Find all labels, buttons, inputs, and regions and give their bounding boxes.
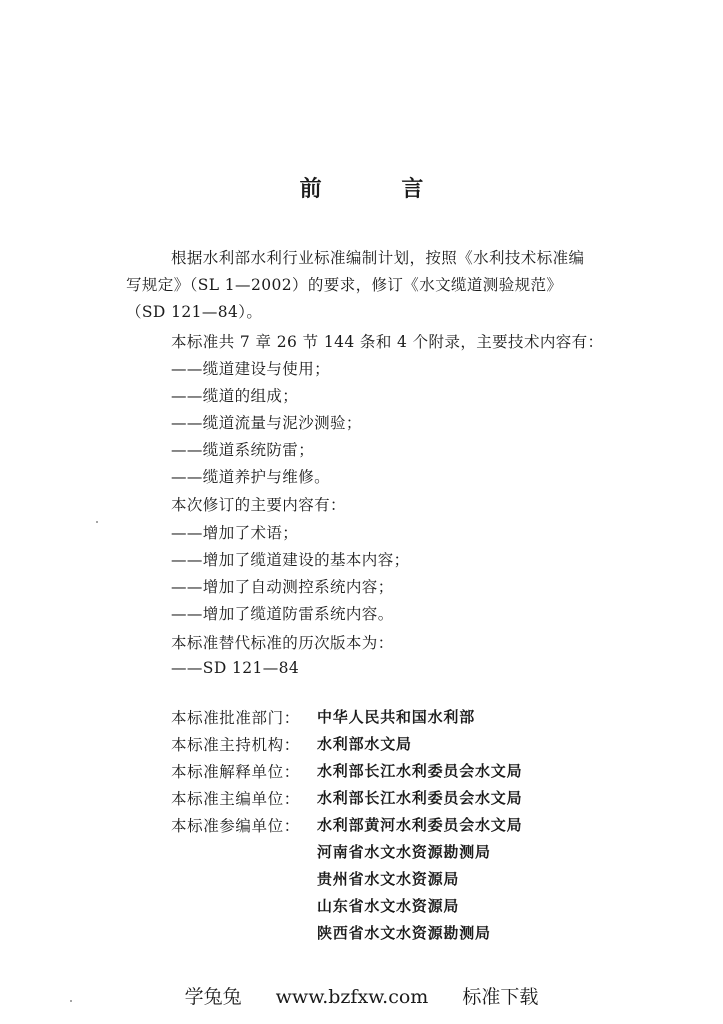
footer-tagline: 标准下载 (462, 986, 539, 1008)
info-value-participant: 水利部黄河水利委员会水文局 (317, 816, 523, 834)
info-label-interpretation: 本标准解释单位： (171, 763, 300, 781)
info-label-approval: 本标准批准部门： (171, 709, 300, 727)
scan-speck (70, 1000, 72, 1002)
revisions-item: ——增加了缆道防雷系统内容。 (171, 605, 394, 623)
info-value-approval: 中华人民共和国水利部 (317, 708, 476, 726)
contents-item: ——缆道流量与泥沙测验； (171, 414, 362, 432)
revisions-item: ——增加了缆道建设的基本内容； (171, 551, 410, 569)
info-value-participant: 河南省水文水资源勘测局 (317, 843, 491, 861)
footer (0, 982, 723, 1009)
contents-item: ——缆道养护与维修。 (171, 468, 331, 486)
contents-item: ——缆道的组成； (171, 387, 299, 405)
revisions-heading: 本次修订的主要内容有： (171, 496, 346, 514)
contents-item: ——缆道建设与使用； (171, 360, 331, 378)
revisions-item: ——增加了术语； (171, 524, 299, 542)
contents-item: ——缆道系统防雷； (171, 441, 315, 459)
info-value-participant: 山东省水文水资源局 (317, 897, 460, 915)
info-label-chief-editor: 本标准主编单位： (171, 790, 300, 808)
info-value-interpretation: 水利部长江水利委员会水文局 (317, 762, 523, 780)
info-label-host: 本标准主持机构： (171, 736, 300, 754)
info-value-participant: 贵州省水文水资源局 (317, 870, 460, 888)
history-heading: 本标准替代标准的历次版本为： (171, 634, 394, 652)
page-title: 前 言 (299, 177, 460, 202)
intro-line-3: （SD 121—84）。 (126, 303, 263, 321)
history-item: ——SD 121—84 (171, 659, 300, 677)
info-label-participants: 本标准参编单位： (171, 817, 300, 835)
info-value-participant: 陕西省水文水资源勘测局 (317, 924, 491, 942)
intro-line-1: 根据水利部水利行业标准编制计划，按照《水利技术标准编 (171, 249, 585, 267)
info-value-host: 水利部水文局 (317, 735, 412, 753)
intro-line-2: 写规定》（SL 1—2002）的要求，修订《水文缆道测验规范》 (126, 276, 563, 294)
footer-url[interactable]: www.bzfxw.com (275, 986, 429, 1008)
contents-heading: 本标准共 7 章 26 节 144 条和 4 个附录，主要技术内容有： (171, 333, 604, 351)
footer-site-name: 学兔兔 (184, 986, 242, 1008)
scan-speck (96, 521, 98, 523)
revisions-item: ——增加了自动测控系统内容； (171, 578, 394, 596)
info-value-chief-editor: 水利部长江水利委员会水文局 (317, 789, 523, 807)
